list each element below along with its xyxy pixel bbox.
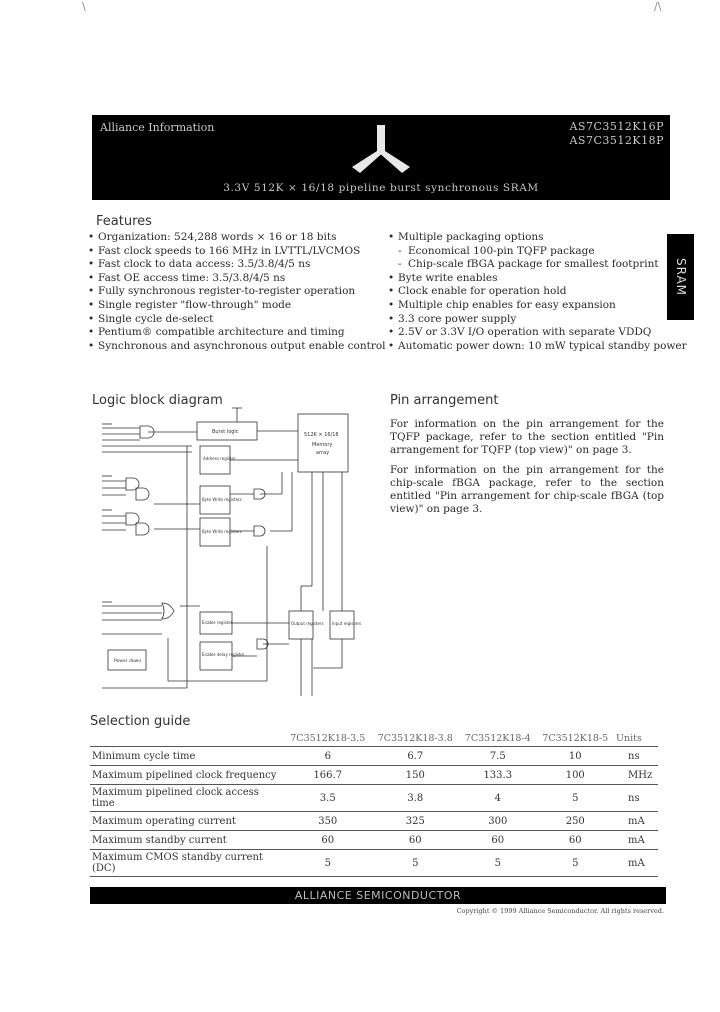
table-row: Maximum pipelined clock frequency 166.7 150 133.3 100 MHz [90,766,658,785]
footer-bar [90,887,666,904]
page-subtitle: 3.3V 512K × 16/18 pipeline burst synchronous SRAM [223,182,539,194]
list-item: - Economical 100-pin TQFP package [398,244,595,257]
list-item: • Automatic power down: 10 mW typical standby power [388,339,687,352]
pin-arrangement-fbga: For information on the pin arrangement for the chip-scale fBGA package, refer to the section entitled "Pin arrangement for chip-scale fBGA (top view)" on page 3. [390,464,664,515]
column-header: Units [616,733,642,744]
footer-company: ALLIANCE SEMICONDUCTOR [294,889,462,902]
selection-guide-title: Selection guide [90,714,191,729]
list-item: • Byte write enables [388,271,498,284]
internal-wiring [148,408,342,696]
list-item: • Fully synchronous register-to-register operation [88,285,356,298]
part-number-1: AS7C3512K16P [569,120,664,133]
table-row: Maximum pipelined clock access time 3.5 3.8 4 5 ns [90,785,658,812]
column-header: 7C3512K18-3.8 [377,733,453,744]
list-item: • Organization: 524,288 words × 16 or 18 bits [88,231,337,243]
enable-delay-label: Enable delay register [202,652,245,657]
input-lines [102,424,192,688]
list-item: - Chip-scale fBGA package for smallest footprint [398,258,659,271]
memory-array-label: array [316,450,330,456]
section-tab: SRAM [667,234,694,320]
list-item: • Pentium® compatible architecture and timing [88,326,345,339]
pin-arrangement-tqfp: For information on the pin arrangement for the TQFP package, refer to the section entitled "Pin arrangement for TQFP (top view)" on page 3. [390,418,664,456]
burst-logic-label: Burst logic [212,429,239,435]
table-row: Maximum operating current 350 325 300 250 mA [90,812,658,831]
company-line: Alliance Information [100,121,215,134]
header-banner [92,115,670,200]
list-item: • Clock enable for operation hold [388,285,567,298]
list-item: • 2.5V or 3.3V I/O operation with separate VDDQ [388,326,652,339]
output-registers-label: Output registers [291,621,324,626]
list-item: • Synchronous and asynchronous output enable control [88,339,386,352]
power-down-label: Power down [114,659,142,664]
copyright: Copyright © 1999 Alliance Semiconductor. All rights reserved. [456,907,664,915]
column-header: 7C3512K18-4 [464,733,531,744]
part-number-2: AS7C3512K18P [569,134,664,147]
column-header: 7C3512K18-5 [542,733,609,744]
table-row: Minimum cycle time 6 6.7 7.5 10 ns [90,747,658,766]
list-item: • Fast clock speeds to 166 MHz in LVTTL/LVCMOS [88,244,361,257]
enable-register-label: Enable register [202,620,233,625]
memory-size-label: 512K × 16/18 [304,432,339,438]
corner-mark-left: \ [82,0,86,13]
alliance-logo-icon [346,121,416,181]
logic-block-title: Logic block diagram [92,393,223,408]
features-title: Features [96,214,152,229]
list-item: • 3.3 core power supply [388,312,517,325]
table-header-row [90,731,658,747]
column-header: 7C3512K18-3.5 [290,733,366,744]
selection-guide-table [90,731,658,877]
corner-mark-right: /\ [654,0,662,13]
table-row: Maximum standby current 60 60 60 60 mA [90,831,658,850]
list-item: • Multiple chip enables for easy expansion [388,298,616,311]
input-registers-label: Input registers [332,621,362,626]
byte-write-label-2: Byte Write registers [202,529,242,534]
pin-arrangement-title: Pin arrangement [390,393,499,408]
memory-label: Memory [312,442,333,448]
list-item: • Fast OE access time: 3.5/3.8/4/5 ns [88,271,286,284]
list-item: • Single cycle de-select [88,312,214,325]
features-list-right [388,231,687,353]
features-list-left [88,231,386,353]
logic-block-diagram [92,406,372,706]
byte-write-label-1: Byte Write registers [202,497,242,502]
logic-gates [126,426,268,649]
list-item: • Multiple packaging options [388,231,544,243]
list-item: • Single register "flow-through" mode [88,298,292,311]
list-item: • Fast clock to data access: 3.5/3.8/4/5 ns [88,258,311,271]
address-register-label: Address register [203,456,236,461]
table-row: Maximum CMOS standby current (DC) 5 5 5 5 mA [90,850,658,877]
